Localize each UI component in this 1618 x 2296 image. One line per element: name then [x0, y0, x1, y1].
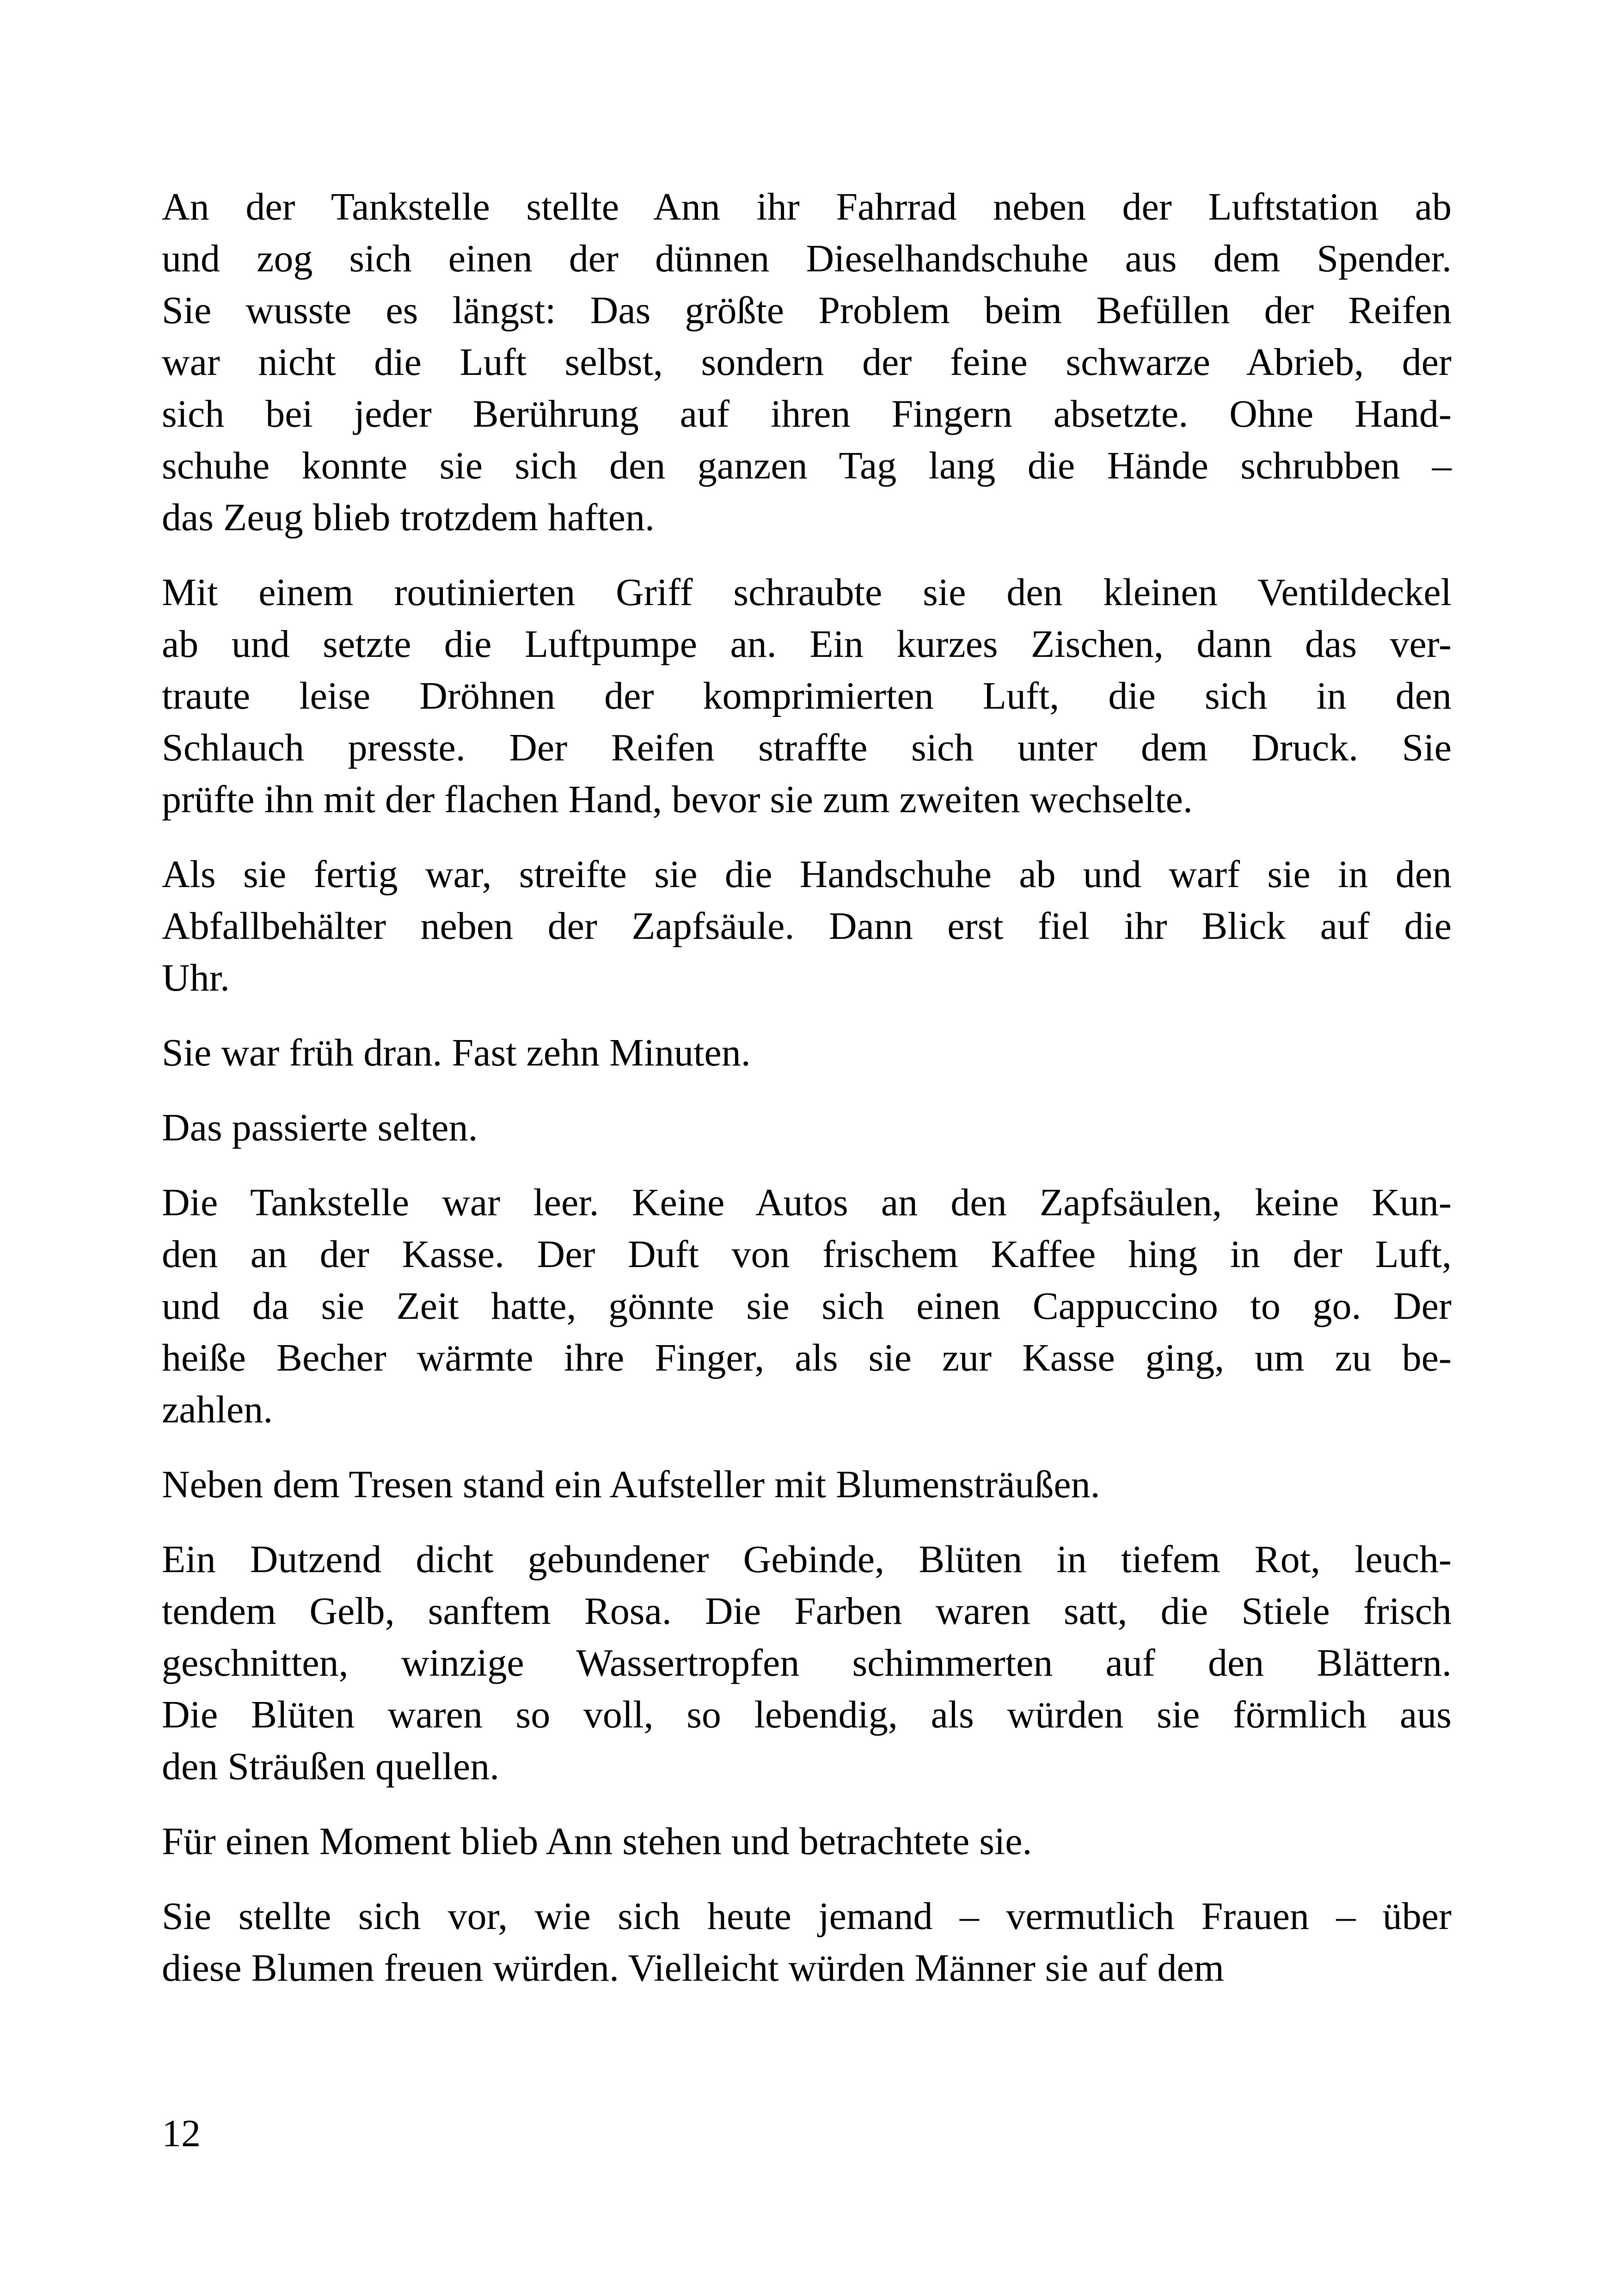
text-line: Als sie fertig war, streifte sie die Handschuhe ab und warf sie in den: [162, 853, 1452, 896]
text-line: war nicht die Luft selbst, sondern der feine schwarze Abrieb, der: [162, 341, 1452, 384]
paragraph: [162, 567, 1452, 826]
text-line: diese Blumen freuen würden. Vielleicht würden Männer sie auf dem: [162, 1947, 1224, 1990]
text-line: den an der Kasse. Der Duft von frischem Kaffee hing in der Luft,: [162, 1233, 1452, 1276]
text-line: heiße Becher wärmte ihre Finger, als sie zur Kasse ging, um zu be-: [162, 1336, 1452, 1379]
text-line: Sie war früh dran. Fast zehn Minuten.: [162, 1031, 751, 1074]
text-line: prüfte ihn mit der flachen Hand, bevor sie zum zweiten wechselte.: [162, 778, 1193, 821]
paragraph: [162, 1816, 1452, 1867]
text-line: Die Blüten waren so voll, so lebendig, als würden sie förmlich aus: [162, 1693, 1452, 1736]
paragraph: [162, 1102, 1452, 1154]
text-line: Abfallbehälter neben der Zapfsäule. Dann erst fiel ihr Blick auf die: [162, 905, 1452, 948]
paragraph: [162, 1459, 1452, 1511]
page-footer: [162, 2108, 201, 2160]
text-line: An der Tankstelle stellte Ann ihr Fahrrad neben der Luftstation ab: [162, 185, 1452, 228]
text-line: Das passierte selten.: [162, 1106, 478, 1149]
paragraph: [162, 1534, 1452, 1793]
text-line: ab und setzte die Luftpumpe an. Ein kurzes Zischen, dann das ver-: [162, 623, 1452, 666]
paragraph: [162, 1027, 1452, 1079]
paragraph: [162, 181, 1452, 544]
text-line: Ein Dutzend dicht gebundener Gebinde, Blüten in tiefem Rot, leuch-: [162, 1538, 1452, 1581]
text-line: Uhr.: [162, 956, 230, 999]
text-line: Sie stellte sich vor, wie sich heute jemand – vermutlich Frauen – über: [162, 1895, 1452, 1938]
text-line: und zog sich einen der dünnen Dieselhandschuhe aus dem Spender.: [162, 237, 1452, 280]
text-line: geschnitten, winzige Wassertropfen schimmerten auf den Blättern.: [162, 1641, 1452, 1684]
text-line: Die Tankstelle war leer. Keine Autos an den Zapfsäulen, keine Kun-: [162, 1181, 1452, 1224]
text-line: Neben dem Tresen stand ein Aufsteller mit Blumensträußen.: [162, 1463, 1100, 1506]
text-line: traute leise Dröhnen der komprimierten Luft, die sich in den: [162, 674, 1452, 717]
paragraph: [162, 1177, 1452, 1436]
text-line: den Sträußen quellen.: [162, 1745, 500, 1788]
text-line: das Zeug blieb trotzdem haften.: [162, 496, 655, 539]
page-text: [162, 181, 1452, 1994]
text-line: Für einen Moment blieb Ann stehen und betrachtete sie.: [162, 1820, 1032, 1863]
text-line: schuhe konnte sie sich den ganzen Tag lang die Hände schrubben –: [162, 444, 1452, 487]
text-line: tendem Gelb, sanftem Rosa. Die Farben waren satt, die Stiele frisch: [162, 1590, 1452, 1633]
page-number: 12: [162, 2112, 201, 2155]
text-line: Schlauch presste. Der Reifen straffte sich unter dem Druck. Sie: [162, 726, 1452, 769]
paragraph: [162, 849, 1452, 1004]
text-line: und da sie Zeit hatte, gönnte sie sich einen Cappuccino to go. Der: [162, 1285, 1452, 1328]
text-line: Sie wusste es längst: Das größte Problem beim Befüllen der Reifen: [162, 289, 1452, 332]
paragraph: [162, 1891, 1452, 1994]
text-line: zahlen.: [162, 1388, 273, 1431]
text-line: sich bei jeder Berührung auf ihren Fingern absetzte. Ohne Hand-: [162, 392, 1452, 435]
text-line: Mit einem routinierten Griff schraubte sie den kleinen Ventildeckel: [162, 571, 1452, 614]
